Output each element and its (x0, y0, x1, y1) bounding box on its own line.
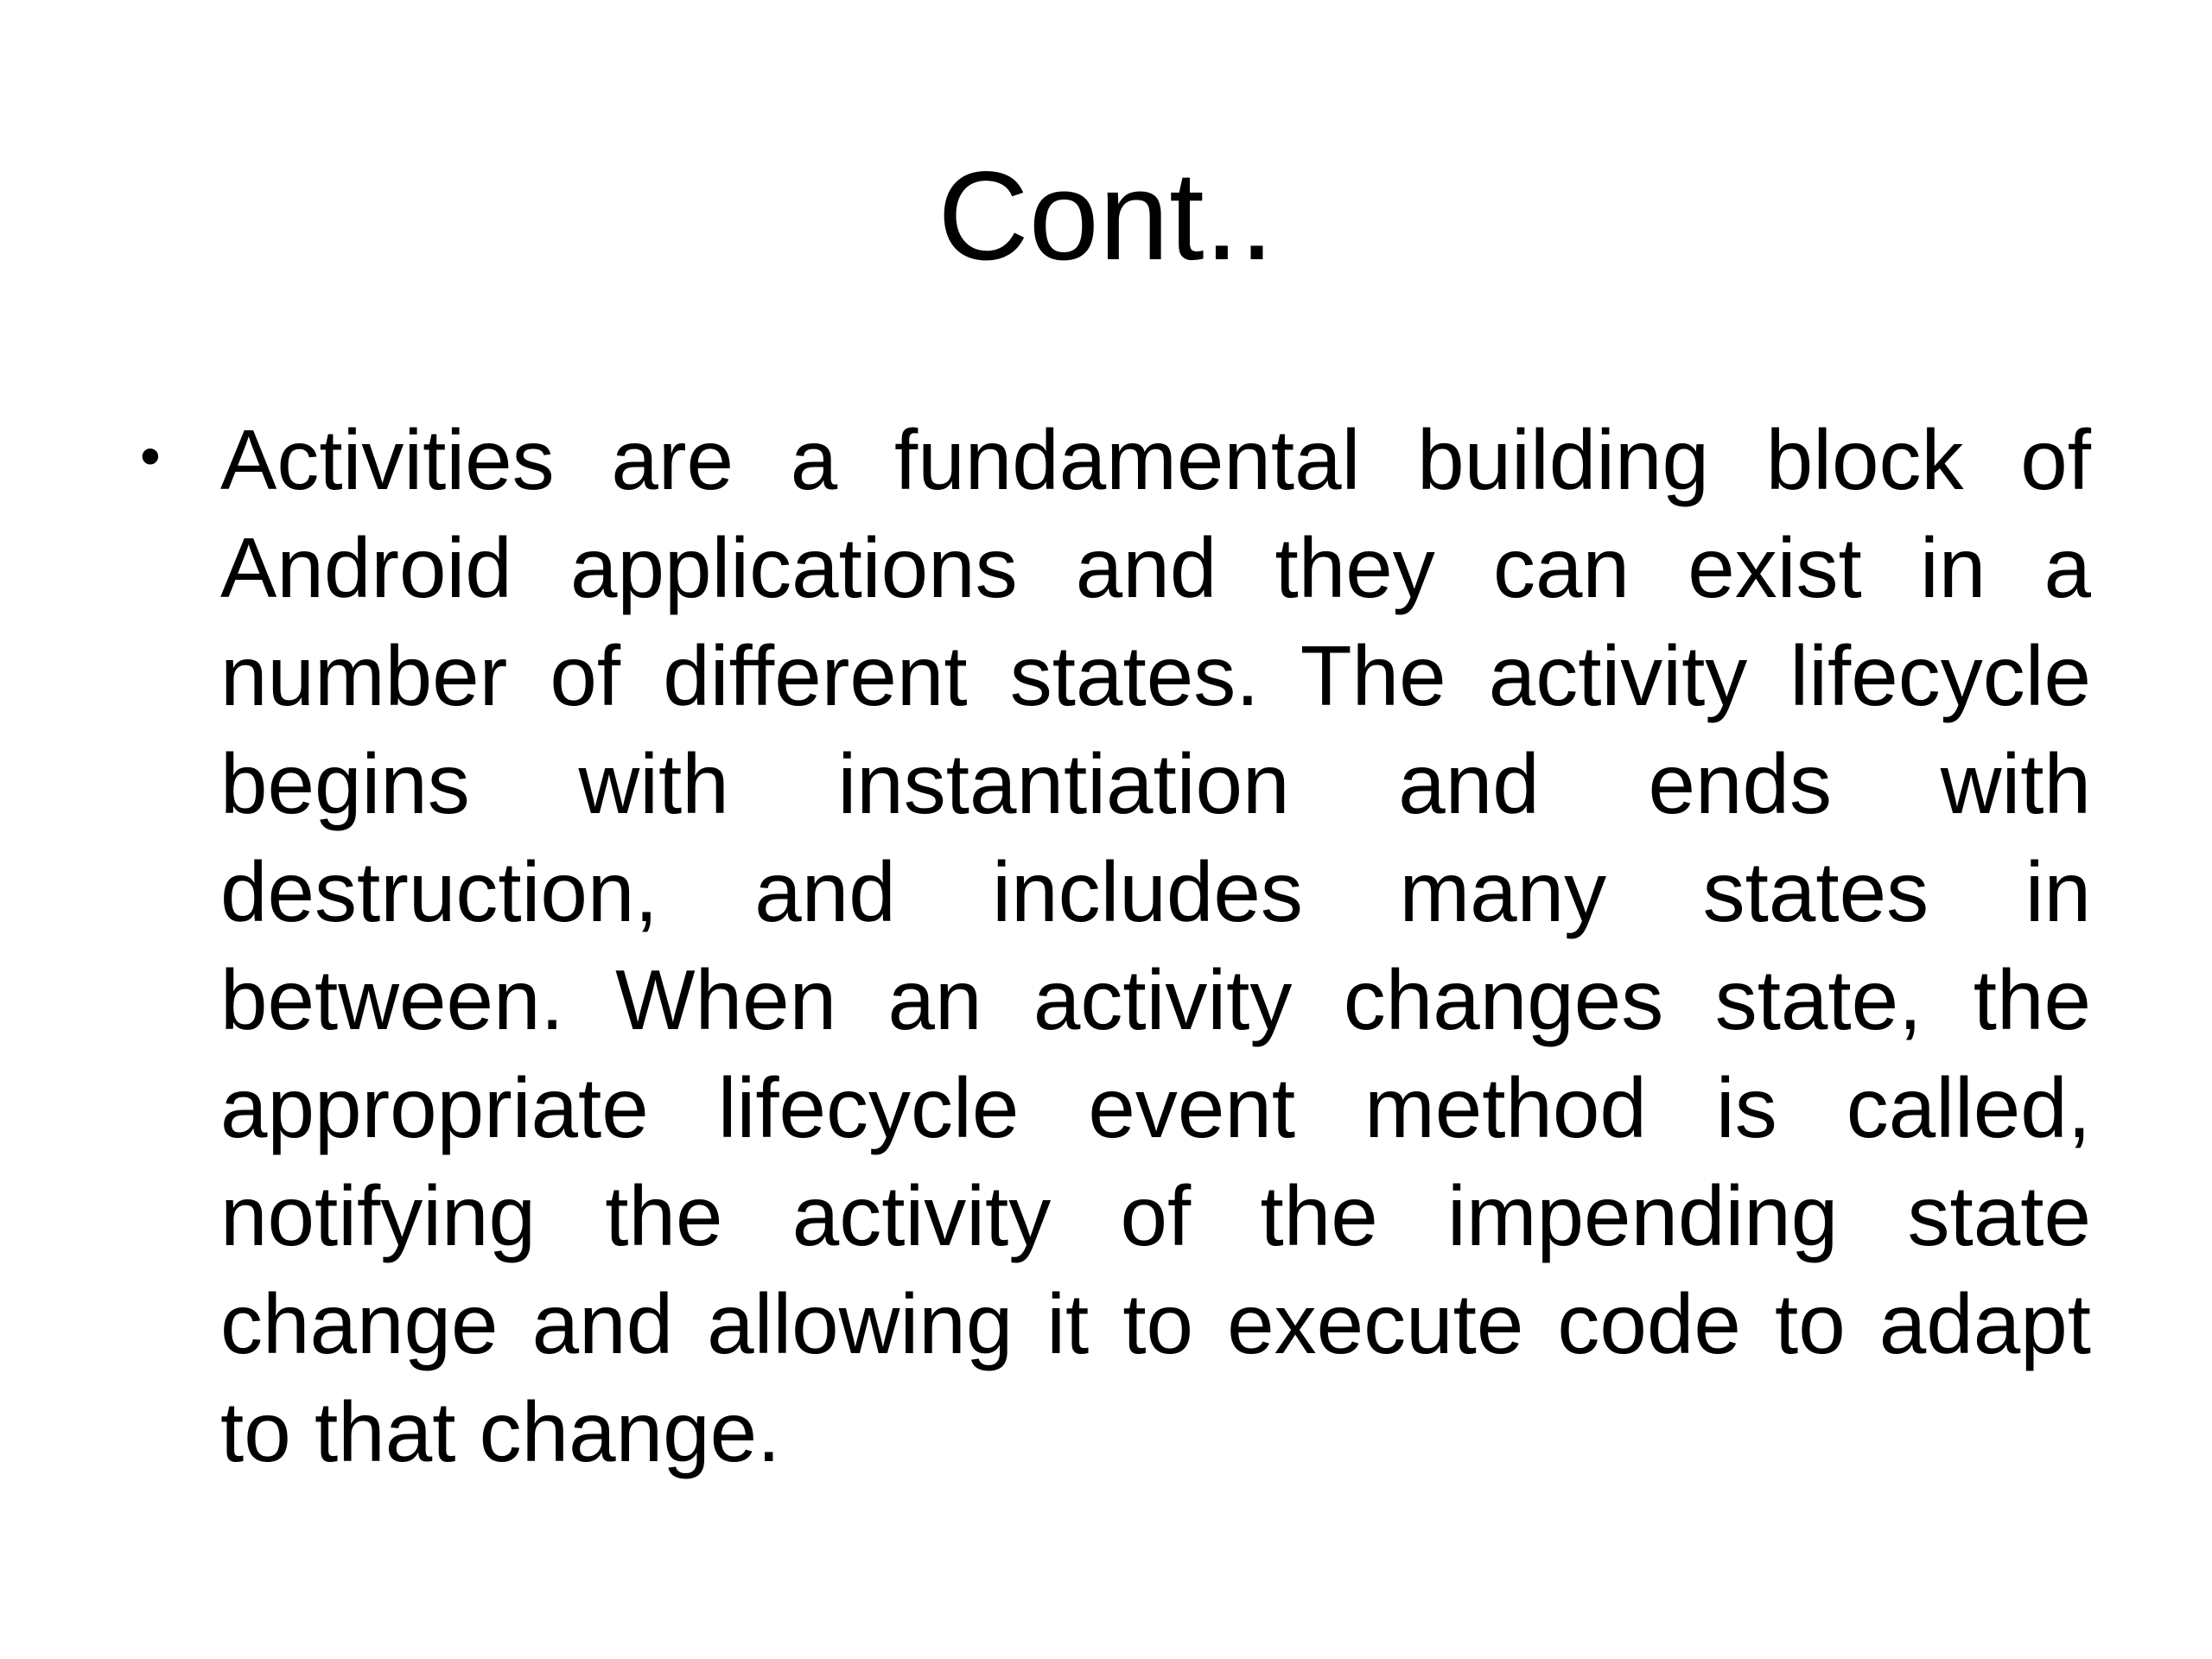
slide-title: Cont.. (938, 145, 1274, 286)
slide-body (130, 406, 2091, 1486)
bullet-icon: • (140, 423, 161, 489)
bullet-item (130, 406, 2091, 1486)
bullet-text: Activities are a fundamental building block of Android applications and they can exist in a number of different states. The activity lifecycle begins with instantiation and ends with destruction, and includes many states in between. When an activity changes state, the appropriate lifecycle event method is called, notifying the activity of the impending state change and allowing it to execute code to adapt to that change. (220, 412, 2091, 1479)
